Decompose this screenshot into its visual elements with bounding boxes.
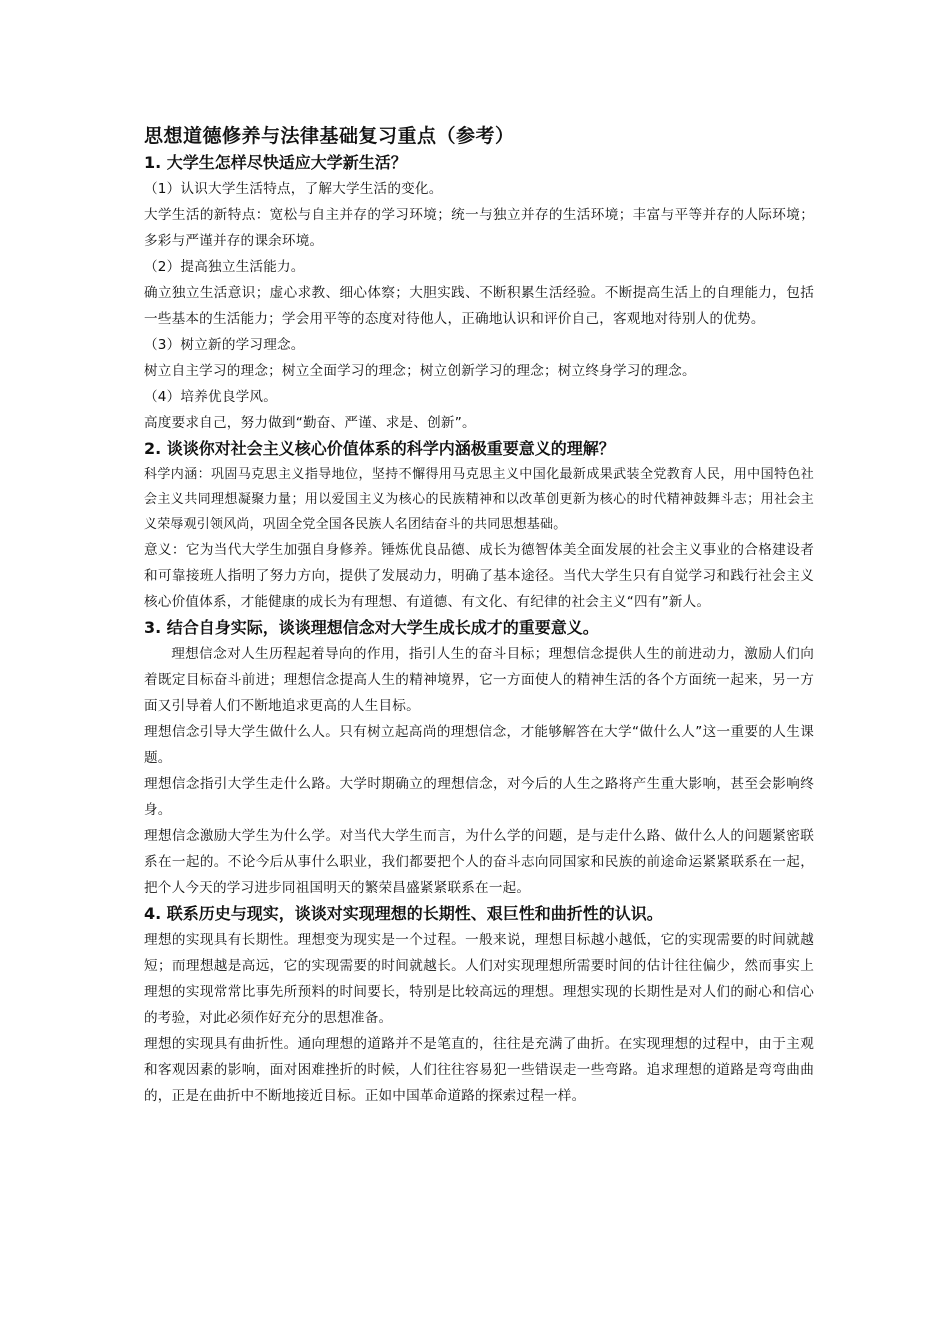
q1-subpoint-4: （4）培养优良学风。 (144, 389, 277, 405)
q3-paragraph-1: 理想信念对人生历程起着导向的作用，指引人生的奋斗目标；理想信念提供人生的前进动力，激励人们向着既定目标奋斗前进；理想信念提高人生的精神境界，它一方面使人的精神生活的各个方面统一起来，另一方面又引导着人们不断地追求更高的人生目标。 (144, 646, 814, 714)
q2-paragraph-1: 科学内涵：巩固马克思主义指导地位，坚持不懈得用马克思主义中国化最新成果武装全党教育人民，用中国特色社会主义共同理想凝聚力量；用以爱国主义为核心的民族精神和以改革创更新为核心的时代精神鼓舞斗志；用社会主义荣辱观引领风尚，巩固全党全国各民族人名团结奋斗的共同思想基础。 (144, 467, 814, 532)
document-page (144, 122, 814, 1109)
q3-paragraph-2: 理想信念引导大学生做什么人。只有树立起高尚的理想信念，才能够解答在大学“做什么人”这一重要的人生课题。 (144, 724, 814, 766)
q1-paragraph-2: 确立独立生活意识；虚心求教、细心体察；大胆实践、不断积累生活经验。不断提高生活上的自理能力，包括一些基本的生活能力；学会用平等的态度对待他人，正确地认识和评价自己，客观地对待别人的优势。 (144, 285, 814, 327)
q1-subpoint-1: （1）认识大学生活特点，了解大学生活的变化。 (144, 181, 443, 197)
question-4-heading: 4. 联系历史与现实，谈谈对实现理想的长期性、艰巨性和曲折性的认识。 (144, 904, 663, 923)
question-2-heading: 2. 谈谈你对社会主义核心价值体系的科学内涵极重要意义的理解？ (144, 439, 615, 458)
q3-paragraph-4: 理想信念激励大学生为什么学。对当代大学生而言，为什么学的问题，是与走什么路、做什么人的问题紧密联系在一起的。不论今后从事什么职业，我们都要把个人的奋斗志向同国家和民族的前途命运紧紧联系在一起，把个人今天的学习进步同祖国明天的繁荣昌盛紧紧联系在一起。 (144, 828, 814, 896)
q4-paragraph-2: 理想的实现具有曲折性。通向理想的道路并不是笔直的，往往是充满了曲折。在实现理想的过程中，由于主观和客观因素的影响，面对困难挫折的时候，人们往往容易犯一些错误走一些弯路。追求理想的道路是弯弯曲曲的，正是在曲折中不断地接近目标。正如中国革命道路的探索过程一样。 (144, 1036, 814, 1104)
question-3-heading: 3. 结合自身实际，谈谈理想信念对大学生成长成才的重要意义。 (144, 618, 599, 637)
q1-subpoint-3: （3）树立新的学习理念。 (144, 337, 305, 353)
q3-paragraph-3: 理想信念指引大学生走什么路。大学时期确立的理想信念，对今后的人生之路将产生重大影响，甚至会影响终身。 (144, 776, 814, 818)
q1-subpoint-2: （2）提高独立生活能力。 (144, 259, 305, 275)
question-1-heading: 1. 大学生怎样尽快适应大学新生活？ (144, 153, 407, 172)
q1-paragraph-1: 大学生活的新特点：宽松与自主并存的学习环境；统一与独立并存的生活环境；丰富与平等并存的人际环境；多彩与严谨并存的课余环境。 (144, 207, 814, 249)
q4-paragraph-1: 理想的实现具有长期性。理想变为现实是一个过程。一般来说，理想目标越小越低，它的实现需要的时间就越短；而理想越是高远，它的实现需要的时间就越长。人们对实现理想所需要时间的估计往往偏少，然而事实上理想的实现常常比事先所预料的时间要长，特别是比较高远的理想。理想实现的长期性是对人们的耐心和信心的考验，对此必须作好充分的思想准备。 (144, 932, 814, 1026)
q2-paragraph-2: 意义：它为当代大学生加强自身修养。锤炼优良品德、成长为德智体美全面发展的社会主义事业的合格建设者和可靠接班人指明了努力方向，提供了发展动力，明确了基本途径。当代大学生只有自觉学习和践行社会主义核心价值体系，才能健康的成长为有理想、有道德、有文化、有纪律的社会主义“四有”新人。 (144, 542, 814, 610)
q1-paragraph-3: 树立自主学习的理念；树立全面学习的理念；树立创新学习的理念；树立终身学习的理念。 (144, 363, 696, 379)
q1-paragraph-4: 高度要求自己，努力做到“勤奋、严谨、求是、创新”。 (144, 415, 476, 431)
document-title: 思想道德修养与法律基础复习重点（参考） (144, 125, 515, 147)
